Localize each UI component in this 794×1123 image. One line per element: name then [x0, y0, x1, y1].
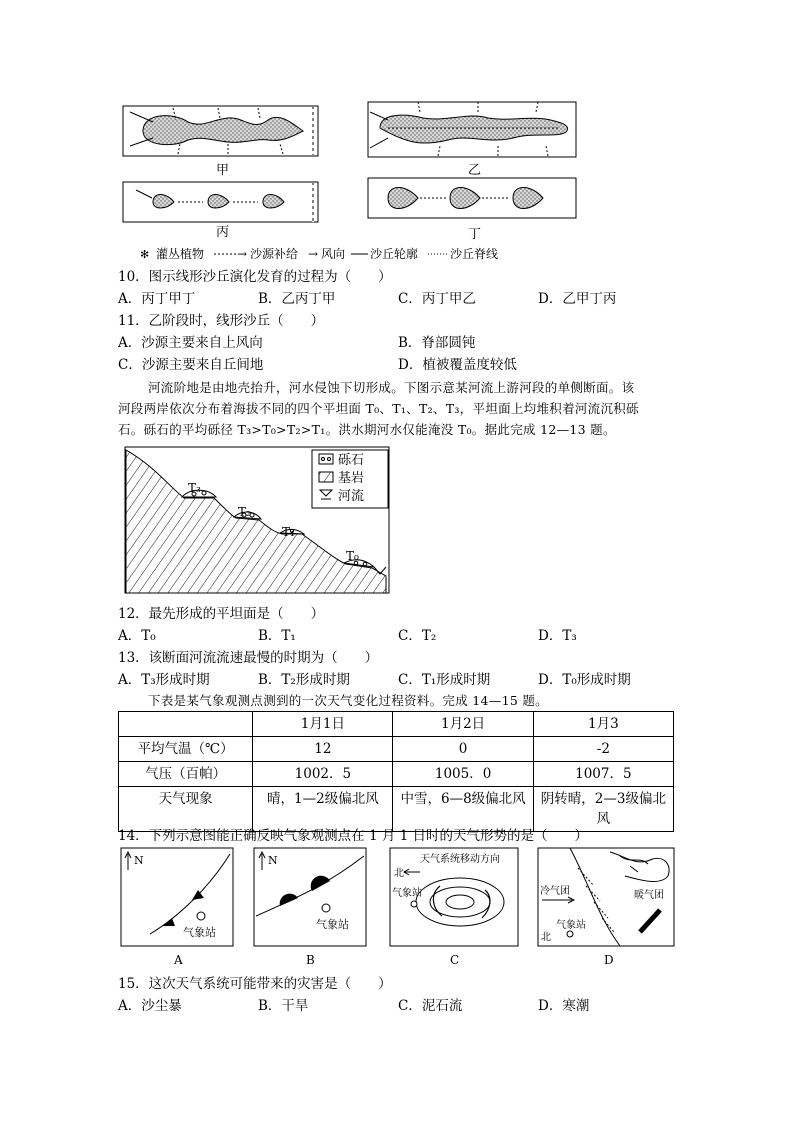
q11-option-c: C．沙源主要来自丘间地 [118, 357, 264, 373]
table-cell: -2 [533, 737, 673, 762]
passage-river-terrace-l3: 石。砾石的平均砾径 T₃>T₀>T₂>T₁。洪水期河水仅能淹没 T₀。据此完成 12—13 题。 [118, 422, 616, 437]
question-13: 13．该断面河流流速最慢的时期为（ ） [118, 650, 379, 666]
svg-text:→: → [308, 247, 319, 261]
q11-option-b: B．脊部圆钝 [398, 335, 476, 351]
question-10: 10．图示线形沙丘演化发育的过程为（ ） [118, 269, 392, 285]
panel-a-north: N [134, 854, 144, 867]
q10-option-c: C．丙丁甲乙 [398, 291, 476, 307]
svg-text:→: → [237, 247, 248, 261]
panel-d-label: D [604, 953, 614, 967]
panel-c-station: 气象站 [392, 888, 422, 899]
terrace-t2: T₂ [238, 505, 251, 519]
svg-text:✻: ✻ [140, 248, 150, 261]
table-header-cell: 1月1日 [253, 712, 393, 737]
dune-evolution-figure [118, 98, 588, 268]
q10-option-a: A．丙丁甲丁 [118, 291, 196, 307]
panel-a-station: 气象站 [183, 926, 216, 939]
table-cell: 1005．0 [393, 762, 533, 787]
table-row [119, 737, 674, 762]
panel-b-station: 气象站 [316, 918, 349, 931]
q13-option-c: C．T₁形成时期 [398, 672, 491, 688]
q12-option-a: A．T₀ [118, 628, 156, 644]
q13-option-a: A．T₃形成时期 [118, 672, 210, 688]
terrace-t1: T₁ [282, 525, 295, 539]
question-12: 12．最先形成的平坦面是（ ） [118, 606, 325, 622]
question-15: 15．这次天气系统可能带来的灾害是（ ） [118, 976, 392, 992]
dune-label-yi: 乙 [468, 163, 482, 178]
panel-d-warm: 暖气团 [634, 890, 664, 901]
q10-option-b: B．乙丙丁甲 [258, 291, 336, 307]
table-header-cell: 1月3 [533, 712, 673, 737]
panel-c-move-dir: 天气系统移动方向 [420, 854, 500, 865]
legend-ridge: 沙丘脊线 [450, 247, 499, 261]
terrace-legend-gravel: 砾石 [338, 453, 365, 468]
table-cell: 阴转晴，2—3级偏北风 [533, 787, 673, 832]
q15-option-b: B．干旱 [258, 998, 309, 1014]
weather-table [118, 711, 674, 832]
weather-panel-c [390, 848, 518, 946]
q12-option-d: D．T₃ [538, 628, 577, 644]
question-14: 14．下列示意图能正确反映气象观测点在 1 月 1 日时的天气形势的是（ ） [118, 828, 589, 844]
legend-shrub: 灌丛植物 [156, 247, 205, 261]
q15-option-d: D．寒潮 [538, 998, 590, 1014]
panel-c-north: 北 [394, 868, 404, 879]
q15-option-a: A．沙尘暴 [118, 998, 182, 1014]
table-cell: 晴，1—2级偏北风 [253, 787, 393, 832]
table-cell: 气压（百帕） [119, 762, 253, 787]
table-header-cell: 1月2日 [393, 712, 533, 737]
q13-option-b: B．T₂形成时期 [258, 672, 350, 688]
q11-option-a: A．沙源主要来自上风向 [118, 335, 263, 351]
dune-panel-yi [368, 102, 576, 157]
passage-river-terrace-l2: 河段两岸依次分布着海拔不同的四个平坦面 T₀、T₁、T₂、T₃，平坦面上均堆积着河流沉积砾 [118, 401, 639, 416]
passage-river-terrace-l1: 河流阶地是由地壳抬升，河水侵蚀下切形成。下图示意某河流上游河段的单侧断面。该 [148, 380, 635, 395]
terrace-t0: T₀ [346, 549, 359, 563]
legend-outline: 沙丘轮廓 [370, 247, 419, 261]
panel-c-label: C [450, 953, 460, 967]
table-cell: 中雪，6—8级偏北风 [393, 787, 533, 832]
legend-wind: 风向 [321, 247, 346, 261]
table-cell: 平均气温（℃） [119, 737, 253, 762]
dune-panel-ding [368, 178, 576, 218]
weather-panel-b [254, 848, 366, 946]
panel-d-cold: 冷气团 [540, 886, 570, 897]
dune-label-ding: 丁 [468, 227, 482, 242]
panel-b-label: B [306, 953, 315, 967]
table-cell: 0 [393, 737, 533, 762]
panel-d-station: 气象站 [556, 920, 586, 931]
q13-option-d: D．T₀形成时期 [538, 672, 631, 688]
question-11: 11．乙阶段时，线形沙丘（ ） [118, 313, 325, 329]
q12-option-b: B．T₁ [258, 628, 296, 644]
table-row [119, 762, 674, 787]
q12-option-c: C．T₂ [398, 628, 437, 644]
dune-panel-bing [123, 182, 318, 222]
q11-option-d: D．植被覆盖度较低 [398, 357, 517, 373]
panel-d-north: 北 [541, 932, 551, 943]
dune-legend [140, 246, 498, 261]
table-header-row [119, 712, 674, 737]
table-header-cell [119, 712, 253, 737]
terrace-t3: T₃ [188, 481, 201, 495]
table-cell: 12 [253, 737, 393, 762]
passage-weather: 下表是某气象观测点测到的一次天气变化过程资料。完成 14—15 题。 [148, 693, 548, 708]
q15-option-c: C．泥石流 [398, 998, 463, 1014]
weather-panels-figure [120, 846, 676, 974]
legend-sand-supply: 沙源补给 [250, 247, 299, 261]
terrace-legend-river: 河流 [338, 489, 365, 504]
table-cell: 天气现象 [119, 787, 253, 832]
table-cell: 1002．5 [253, 762, 393, 787]
q10-option-d: D．乙甲丁丙 [538, 291, 617, 307]
table-cell: 1007．5 [533, 762, 673, 787]
weather-panel-a [121, 848, 233, 946]
weather-panel-d [538, 848, 674, 946]
table-row [119, 787, 674, 832]
river-terrace-figure [124, 446, 392, 596]
panel-a-label: A [174, 953, 183, 967]
panel-b-north: N [268, 854, 278, 867]
dune-panel-jia [123, 106, 318, 156]
dune-label-jia: 甲 [216, 163, 230, 178]
dune-label-bing: 丙 [216, 225, 230, 240]
terrace-legend-bedrock: 基岩 [338, 471, 365, 486]
